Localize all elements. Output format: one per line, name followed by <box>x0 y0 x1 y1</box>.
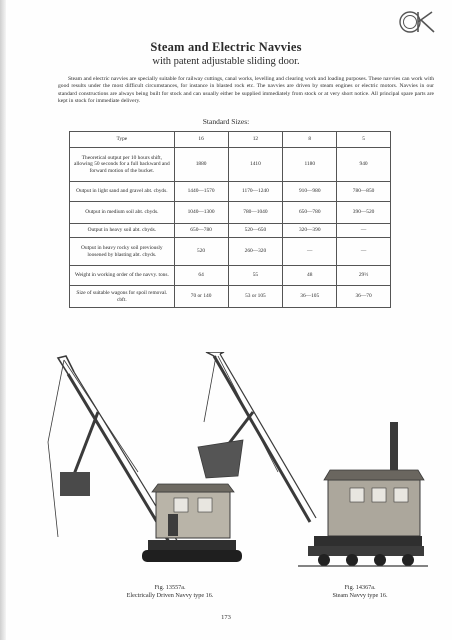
table-cell: 1410 <box>228 148 283 182</box>
table-header-row <box>70 132 391 148</box>
figure-number: Fig. 13557a. <box>154 584 186 591</box>
header-type: Type <box>70 132 175 148</box>
figure-caption: Steam Navvy type 16. <box>332 591 388 599</box>
table-row <box>70 286 391 308</box>
table-cell: 650—780 <box>283 202 337 224</box>
table-row <box>70 238 391 266</box>
table-cell: — <box>337 238 391 266</box>
table-cell: 36—105 <box>283 286 337 308</box>
row-label: Theoretical output per 10 hours shift, allowing 50 seconds for a full backward and forward motion of the bucket. <box>70 148 175 182</box>
ok-monogram-logo <box>396 8 442 36</box>
intro-paragraph <box>58 76 434 105</box>
table-cell: 55 <box>228 266 283 286</box>
figure-caption: Electrically Driven Navvy type 16. <box>126 591 214 599</box>
table-cell: 260—320 <box>228 238 283 266</box>
table-row <box>70 266 391 286</box>
page-title: Steam and Electric Navvies <box>150 40 302 54</box>
table-cell: 910—980 <box>283 182 337 202</box>
table-cell: 29½ <box>337 266 391 286</box>
row-label: Output in heavy rocky soil previously loosened by blasting abt. cbyds. <box>70 238 175 266</box>
table-cell: 520—650 <box>228 224 283 238</box>
header-type-16: 16 <box>174 132 228 148</box>
figure-number: Fig. 14367a. <box>344 584 376 591</box>
table-row <box>70 148 391 182</box>
table-cell: 780—850 <box>337 182 391 202</box>
header-type-12: 12 <box>228 132 283 148</box>
table-cell: 1170—1240 <box>228 182 283 202</box>
table-cell: 940 <box>337 148 391 182</box>
table-cell: 53 or 105 <box>228 286 283 308</box>
row-label: Output in medium soil abt. cbyds. <box>70 202 175 224</box>
row-label: Output in heavy soil abt. cbyds. <box>70 224 175 238</box>
header-type-8: 8 <box>283 132 337 148</box>
table-cell: 390—520 <box>337 202 391 224</box>
steam-navvy-drawing <box>198 352 428 566</box>
table-cell: 1440—1570 <box>174 182 228 202</box>
table-cell: 36—70 <box>337 286 391 308</box>
table-cell: 48 <box>283 266 337 286</box>
table-cell: 70 or 140 <box>174 286 228 308</box>
table-cell: 1880 <box>174 148 228 182</box>
figure-caption-right <box>300 584 420 599</box>
table-row <box>70 224 391 238</box>
table-row <box>70 182 391 202</box>
navvies-photograph <box>28 352 428 574</box>
standard-sizes-table <box>69 131 391 308</box>
row-label: Size of suitable wagons for spoil removal. cbft. <box>70 286 175 308</box>
table-row <box>70 202 391 224</box>
table-cell: 1040—1300 <box>174 202 228 224</box>
table-caption: Standard Sizes: <box>202 117 250 126</box>
row-label: Output in light sand and gravel abt. cbyds. <box>70 182 175 202</box>
table-cell: — <box>337 224 391 238</box>
row-label: Weight in working order of the navvy. tons. <box>70 266 175 286</box>
header-type-5: 5 <box>337 132 391 148</box>
table-cell: — <box>283 238 337 266</box>
page-number: 173 <box>221 614 231 621</box>
table-cell: 520 <box>174 238 228 266</box>
table-cell: 64 <box>174 266 228 286</box>
table-cell: 650—780 <box>174 224 228 238</box>
intro-text: Steam and electric navvies are specially suitable for railway cuttings, canal works, levelling and clearing work and loading purposes. These navvies can work with good results under the most difficult circumstances, for instance in blasted rock etc. The navvies are driven by steam engines or electric motors. Navvies in our standard constructions are always being built for stock and can usually either be supplied immediately from stock or at very short notice. All principal spare parts are kept in stock for immediate delivery. <box>58 76 434 104</box>
page-subtitle: with patent adjustable sliding door. <box>152 56 300 67</box>
table-cell: 1180 <box>283 148 337 182</box>
table-cell: 780—1040 <box>228 202 283 224</box>
figure-caption-left <box>100 584 240 599</box>
page-binding-shadow <box>0 0 6 640</box>
table-cell: 320—390 <box>283 224 337 238</box>
